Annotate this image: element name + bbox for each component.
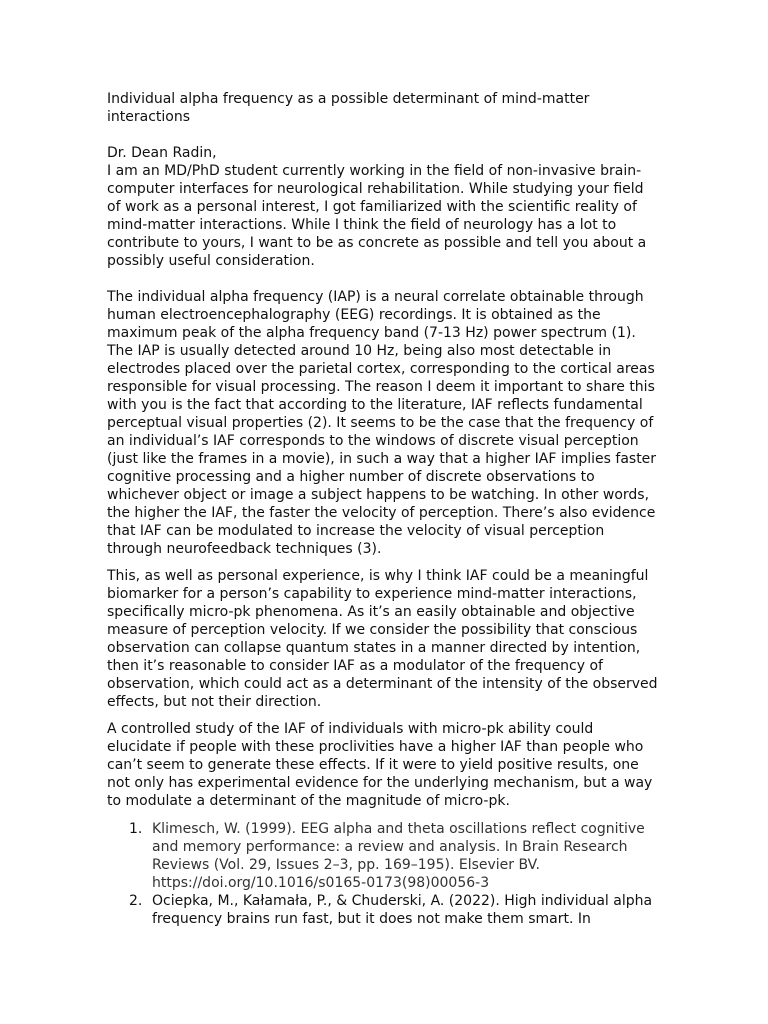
reference-number: 2. <box>129 893 143 909</box>
paragraph-iaf-definition: The individual alpha frequency (IAP) is a neural correlate obtainable through human electroencephalography (EEG) recordings. It is obtained as the maximum peak of the alpha frequency band (7-13 Hz) power spectrum (1). The IAP is usually detected around 10 Hz, being also most detectable in electrodes placed over the parietal cortex, corresponding to the cortical areas responsible for visual processing. The reason I deem it important to share this with you is the fact that according to the literature, IAF reflects fundamental perceptual visual properties (2). It seems to be the case that the frequency of an individual’s IAF corresponds to the windows of discrete visual perception (just like the frames in a movie), in such a way that a higher IAF implies faster cognitive processing and a higher number of discrete observations to whichever object or image a subject happens to be watching. In other words, the higher the IAF, the faster the velocity of perception. There’s also evidence that IAF can be modulated to increase the velocity of visual perception through neurofeedback techniques (3). <box>107 289 657 557</box>
paragraph-biomarker: This, as well as personal experience, is why I think IAF could be a meaningful biomarker for a person’s capability to experience mind-matter interactions, specifically micro-pk phenomena. As it’s an easily obtainable and objective measure of perception velocity. If we consider the possibility that conscious observation can collapse quantum states in a manner directed by intention, then it’s reasonable to consider IAF as a modulator of the frequency of observation, which could act as a determinant of the intensity of the observed effects, but not their direction. <box>107 568 658 710</box>
reference-text: Ociepka, M., Kałamała, P., & Chuderski, A. (2022). High individual alpha frequency brains run fast, but it does not make them smart. In <box>152 893 653 927</box>
reference-list <box>107 820 660 928</box>
reference-text: Klimesch, W. (1999). EEG alpha and theta oscillations reflect cognitive and memory performance: a review and analysis. In Brain Research Reviews (Vol. 29, Issues 2–3, pp. 169–195). Elsevier BV. https://doi.org/10.1016/s0165-0173(98)00056-3 <box>152 821 645 891</box>
paragraph-intro: I am an MD/PhD student currently working in the field of non-invasive brain-computer interfaces for neurological rehabilitation. While studying your field of work as a personal interest, I got familiarized with the scientific reality of mind-matter interactions. While I think the field of neurology has a lot to contribute to yours, I want to be as concrete as possible and tell you about a possibly useful consideration. <box>107 163 647 269</box>
paragraph-proposal: A controlled study of the IAF of individuals with micro-pk ability could elucidate if people with these proclivities have a higher IAF than people who can’t seem to generate these effects. If it were to yield positive results, one not only has experimental evidence for the underlying mechanism, but a way to modulate a determinant of the magnitude of micro-pk. <box>107 721 653 809</box>
document-page <box>107 90 660 928</box>
reference-item <box>107 820 660 892</box>
salutation: Dr. Dean Radin, <box>107 145 217 161</box>
reference-item <box>107 892 660 928</box>
document-title: Individual alpha frequency as a possible determinant of mind-matter interactions <box>107 91 590 125</box>
reference-number: 1. <box>129 821 143 837</box>
